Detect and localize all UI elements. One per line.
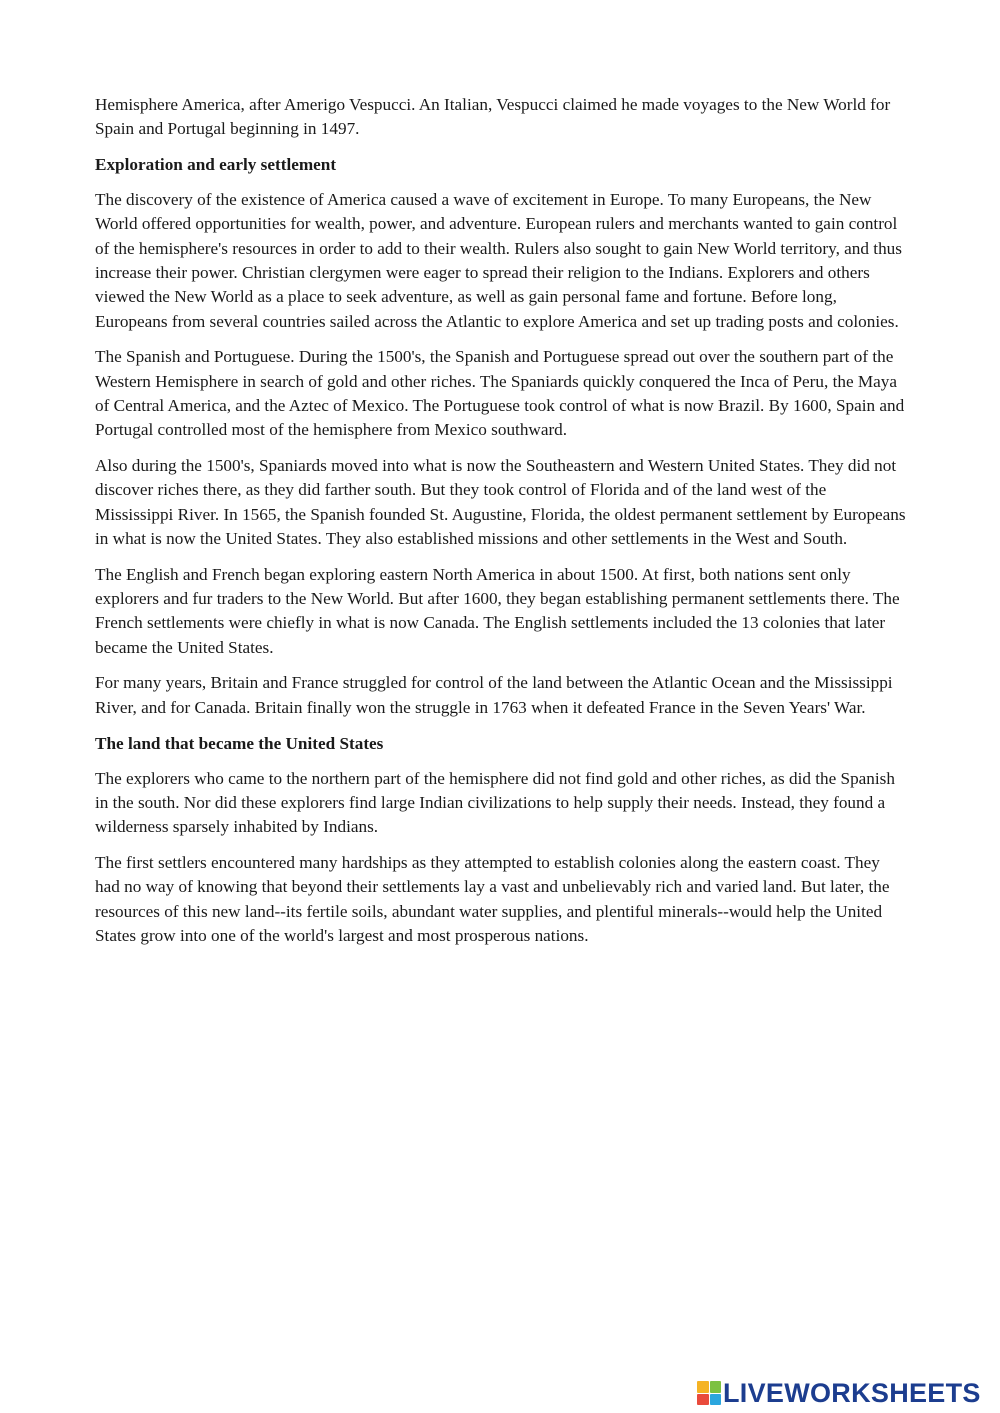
paragraph-northern-explorers: The explorers who came to the northern part of the hemisphere did not find gold and other riches, as did the Spanish in the south. Nor did these explorers find large Indian civilizations to help supply their needs. Instead, they found a wilderness sparsely inhabited by Indians. [95, 768, 895, 837]
worksheet-page [95, 93, 907, 960]
paragraph-discovery: The discovery of the existence of America caused a wave of excitement in Europe. To many Europeans, the New World offered opportunities for wealth, power, and adventure. European rulers and merchants wanted to gain control of the hemisphere's resources in order to add to their wealth. Rulers also sought to gain New World territory, and thus increase their power. Christian clergymen were eager to spread their religion to the Indians. Explorers and others viewed the New World as a place to seek adventure, as well as gain personal fame and fortune. Before long, Europeans from several countries sailed across the Atlantic to explore America and set up trading posts and colonies. [95, 190, 902, 331]
heading-exploration: Exploration and early settlement [95, 155, 337, 175]
liveworksheets-logo-icon [697, 1381, 721, 1405]
paragraph-intro: Hemisphere America, after Amerigo Vespucci. An Italian, Vespucci claimed he made voyages to the New World for Spain and Portugal beginning in 1497. [95, 95, 891, 139]
logo-square-green [710, 1381, 722, 1393]
liveworksheets-logo [697, 1377, 981, 1409]
paragraph-britain-france: For many years, Britain and France struggled for control of the land between the Atlantic Ocean and the Mississippi River, and for Canada. Britain finally won the struggle in 1763 when it defeated France in the Seven Years' War. [95, 673, 893, 717]
logo-square-red [697, 1394, 709, 1406]
paragraph-first-settlers: The first settlers encountered many hardships as they attempted to establish colonies along the eastern coast. They had no way of knowing that beyond their settlements lay a vast and unbelievably rich and varied land. But later, the resources of this new land--its fertile soils, abundant water supplies, and plentiful minerals--would help the United States grow into one of the world's largest and most prosperous nations. [95, 852, 890, 945]
logo-square-yellow [697, 1381, 709, 1393]
paragraph-english-french: The English and French began exploring eastern North America in about 1500. At first, both nations sent only explorers and fur traders to the New World. But after 1600, they began establishing permanent settlements there. The French settlements were chiefly in what is now Canada. The English settlements included the 13 colonies that later became the United States. [95, 564, 900, 657]
heading-land: The land that became the United States [95, 733, 384, 753]
paragraph-spaniards-north: Also during the 1500's, Spaniards moved into what is now the Southeastern and Western United States. They did not discover riches there, as they did farther south. But they took control of Florida and of the land west of the Mississippi River. In 1565, the Spanish founded St. Augustine, Florida, the oldest permanent settlement by Europeans in what is now the United States. They also established missions and other settlements in the West and South. [95, 456, 906, 548]
logo-text: LIVEWORKSHEETS [723, 1377, 981, 1408]
logo-square-blue [710, 1394, 722, 1406]
paragraph-spanish-portuguese: The Spanish and Portuguese. During the 1500's, the Spanish and Portuguese spread out over the southern part of the Western Hemisphere in search of gold and other riches. The Spaniards quickly conquered the Inca of Peru, the Maya of Central America, and the Aztec of Mexico. The Portuguese took control of what is now Brazil. By 1600, Spain and Portugal controlled most of the hemisphere from Mexico southward. [95, 347, 905, 440]
